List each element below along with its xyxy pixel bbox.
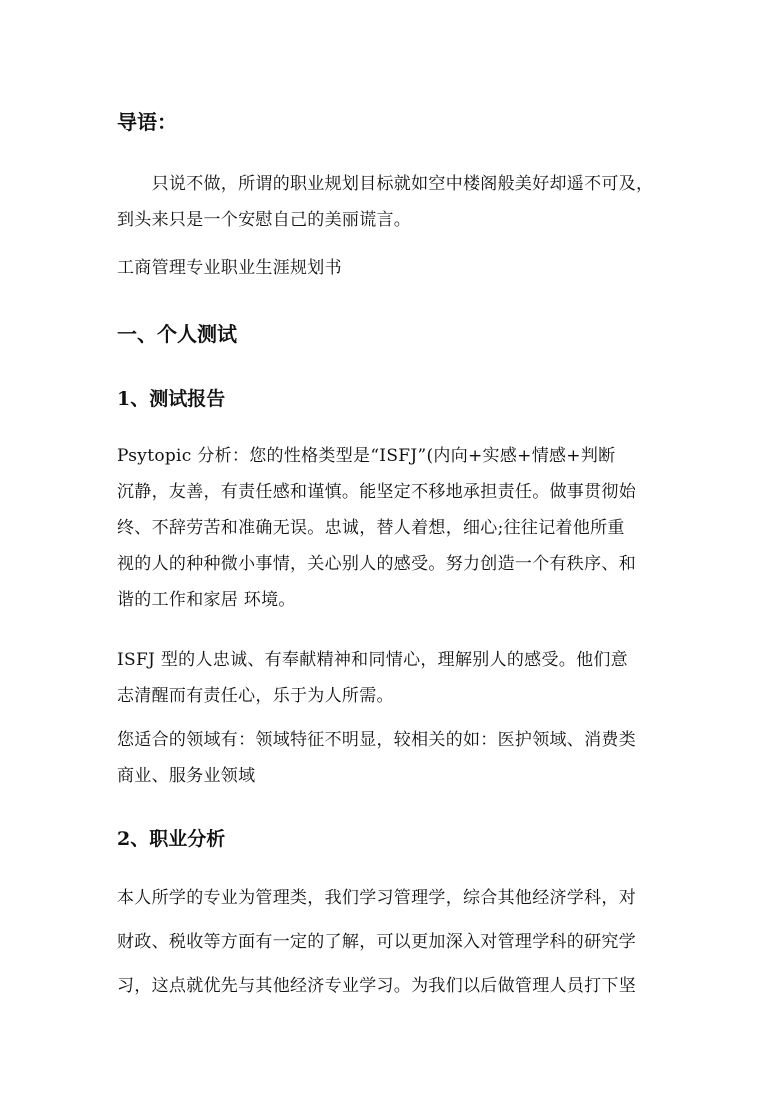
fields-line: 您适合的领域有：领域特征不明显，较相关的如：医护领域、消费类 [117, 730, 636, 750]
intro-line: 只说不做，所谓的职业规划目标就如空中楼阁般美好却遥不可及， [117, 174, 654, 194]
report-line: 谐的工作和家居 环境。 [117, 590, 296, 610]
fields-line: 商业、服务业领域 [117, 766, 256, 786]
lead-heading: 导语： [117, 110, 177, 134]
report-line: Psytopic 分析：您的性格类型是“ISFJ”(内向+实感+情感+判断 [117, 446, 616, 466]
fields-paragraph [117, 722, 636, 794]
document-title: 工商管理专业职业生涯规划书 [117, 258, 342, 278]
section-heading-personal-test: 一、个人测试 [117, 322, 237, 346]
subheading-career-analysis: 2、职业分析 [117, 828, 226, 850]
career-paragraph [117, 876, 636, 1008]
career-line: 财政、税收等方面有一定的了解，可以更加深入对管理学科的研究学 [117, 932, 636, 952]
isfj-line: ISFJ 型的人忠诚、有奉献精神和同情心，理解别人的感受。他们意 [117, 650, 628, 670]
isfj-line: 志清醒而有责任心，乐于为人所需。 [117, 686, 394, 706]
report-line: 视的人的种种微小事情，关心别人的感受。努力创造一个有秩序、和 [117, 554, 636, 574]
report-line: 沉静，友善，有责任感和谨慎。能坚定不移地承担责任。做事贯彻始 [117, 482, 636, 502]
intro-line: 到头来只是一个安慰自己的美丽谎言。 [117, 210, 412, 230]
isfj-paragraph [117, 642, 628, 714]
career-line: 本人所学的专业为管理类，我们学习管理学，综合其他经济学科，对 [117, 888, 636, 908]
report-line: 终、不辞劳苦和准确无误。忠诚，替人着想，细心;往往记着他所重 [117, 518, 625, 538]
subheading-test-report: 1、测试报告 [117, 388, 226, 410]
report-paragraph [117, 438, 636, 618]
career-line: 习，这点就优先与其他经济专业学习。为我们以后做管理人员打下坚 [117, 976, 636, 996]
intro-paragraph [117, 166, 653, 238]
